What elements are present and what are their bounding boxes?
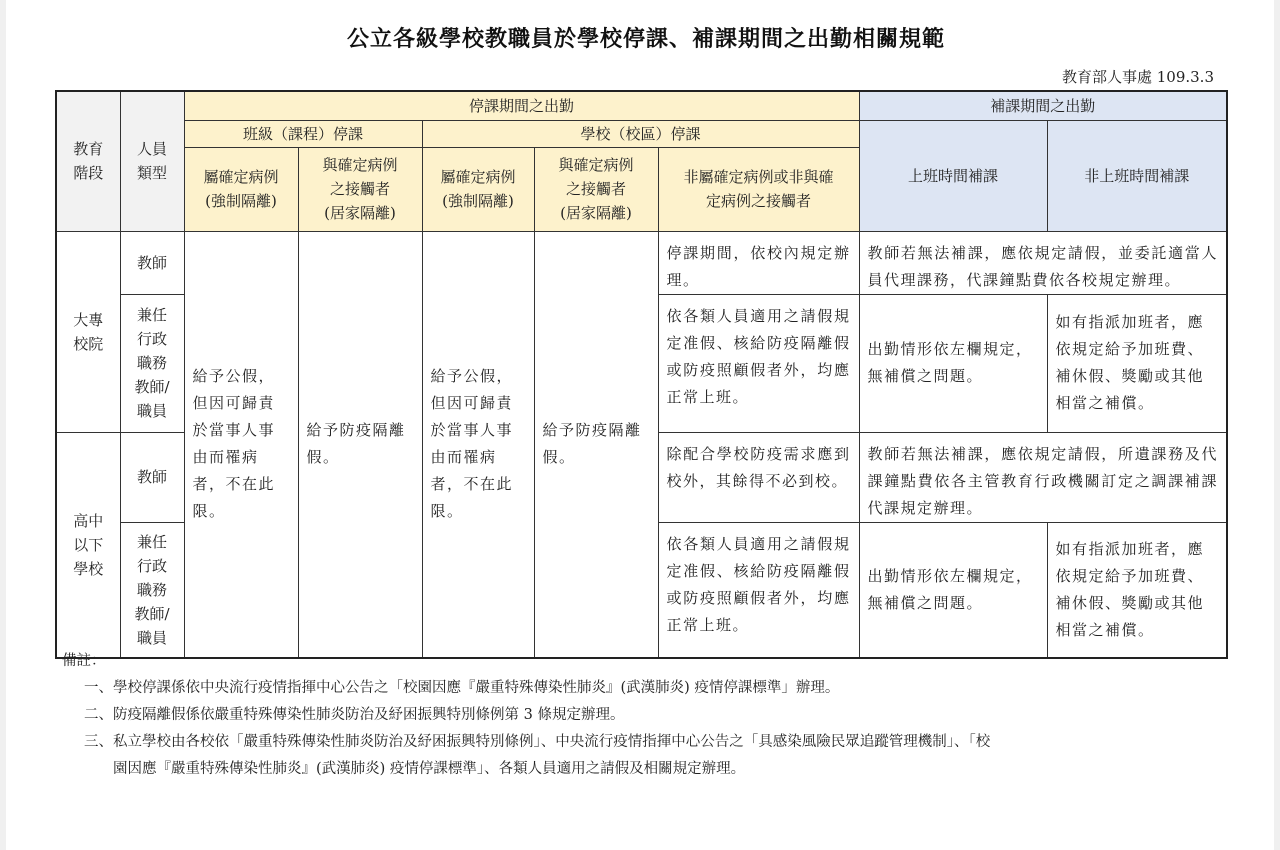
header-school-contact: 與確定病例 之接觸者 (居家隔離) <box>534 147 658 231</box>
header-school-confirmed: 屬確定病例 (強制隔離) <box>422 147 534 231</box>
univ-admin-makeup-nonworking: 如有指派加班者，應依規定給予加班費、補休假、獎勵或其他相當之補償。 <box>1047 294 1227 432</box>
class-confirmed-policy: 給予公假，但因可歸責於當事人事由而罹病者，不在此限。 <box>184 231 298 658</box>
staff-admin-teacher: 兼任 行政 職務 教師/ 職員 <box>120 522 184 658</box>
univ-teacher-suspension: 停課期間，依校內規定辦理。 <box>658 231 859 294</box>
note-item: 一、學校停課係依中央流行疫情指揮中心公告之「校園因應『嚴重特殊傳染性肺炎』(武漢肺炎) 疫情停課標準」辦理。 <box>84 680 840 696</box>
header-makeup-group: 補課期間之出勤 <box>859 91 1227 120</box>
table-row <box>56 231 1227 294</box>
school-contact-policy: 給予防疫隔離假。 <box>534 231 658 658</box>
document-title: 公立各級學校教職員於學校停課、補課期間之出勤相關規範 <box>346 27 945 52</box>
header-suspension-group: 停課期間之出勤 <box>184 91 859 120</box>
staff-teacher: 教師 <box>120 231 184 294</box>
class-contact-policy: 給予防疫隔離假。 <box>298 231 422 658</box>
hs-admin-suspension: 依各類人員適用之請假規定准假、核給防疫隔離假或防疫照顧假者外，均應正常上班。 <box>658 522 859 658</box>
header-makeup-working: 上班時間補課 <box>859 120 1047 231</box>
hs-admin-makeup-working: 出勤情形依左欄規定，無補償之問題。 <box>859 522 1047 658</box>
school-confirmed-policy: 給予公假，但因可歸責於當事人事由而罹病者，不在此限。 <box>422 231 534 658</box>
hs-admin-makeup-nonworking: 如有指派加班者，應依規定給予加班費、補休假、獎勵或其他相當之補償。 <box>1047 522 1227 658</box>
issuer-date: 教育部人事處 109.3.3 <box>1061 68 1214 86</box>
staff-teacher: 教師 <box>120 432 184 522</box>
note-item: 二、防疫隔離假係依嚴重特殊傳染性肺炎防治及紓困振興特別條例第 3 條規定辦理。 <box>84 707 625 723</box>
univ-admin-makeup-working: 出勤情形依左欄規定，無補償之問題。 <box>859 294 1047 432</box>
note-item-continuation: 園因應『嚴重特殊傳染性肺炎』(武漢肺炎) 疫情停課標準」、各類人員適用之請假及相關規定辦理。 <box>113 761 746 777</box>
header-class-contact: 與確定病例 之接觸者 (居家隔離) <box>298 147 422 231</box>
header-makeup-nonworking: 非上班時間補課 <box>1047 120 1227 231</box>
staff-admin-teacher: 兼任 行政 職務 教師/ 職員 <box>120 294 184 432</box>
notes-section <box>62 648 990 783</box>
univ-teacher-makeup: 教師若無法補課，應依規定請假，並委託適當人員代理課務，代課鐘點費依各校規定辦理。 <box>859 231 1227 294</box>
header-staff-type: 人員 類型 <box>120 91 184 231</box>
notes-label: 備註： <box>62 653 106 669</box>
header-class-confirmed: 屬確定病例 (強制隔離) <box>184 147 298 231</box>
header-class-suspension: 班級（課程）停課 <box>184 120 422 147</box>
hs-teacher-suspension: 除配合學校防疫需求應到校外，其餘得不必到校。 <box>658 432 859 522</box>
regulation-table <box>55 90 1228 659</box>
stage-university: 大專 校院 <box>56 231 120 432</box>
header-stage: 教育 階段 <box>56 91 120 231</box>
univ-admin-suspension: 依各類人員適用之請假規定准假、核給防疫隔離假或防疫照顧假者外，均應正常上班。 <box>658 294 859 432</box>
stage-highschool: 高中 以下 學校 <box>56 432 120 658</box>
header-school-non-case: 非屬確定病例或非與確 定病例之接觸者 <box>658 147 859 231</box>
header-school-suspension: 學校（校區）停課 <box>422 120 859 147</box>
hs-teacher-makeup: 教師若無法補課，應依規定請假，所遺課務及代課鐘點費依各主管教育行政機關訂定之調課補課代課規定辦理。 <box>859 432 1227 522</box>
note-item: 三、私立學校由各校依「嚴重特殊傳染性肺炎防治及紓困振興特別條例」、中央流行疫情指揮中心公告之「具感染風險民眾追蹤管理機制」、「校 <box>84 734 991 750</box>
